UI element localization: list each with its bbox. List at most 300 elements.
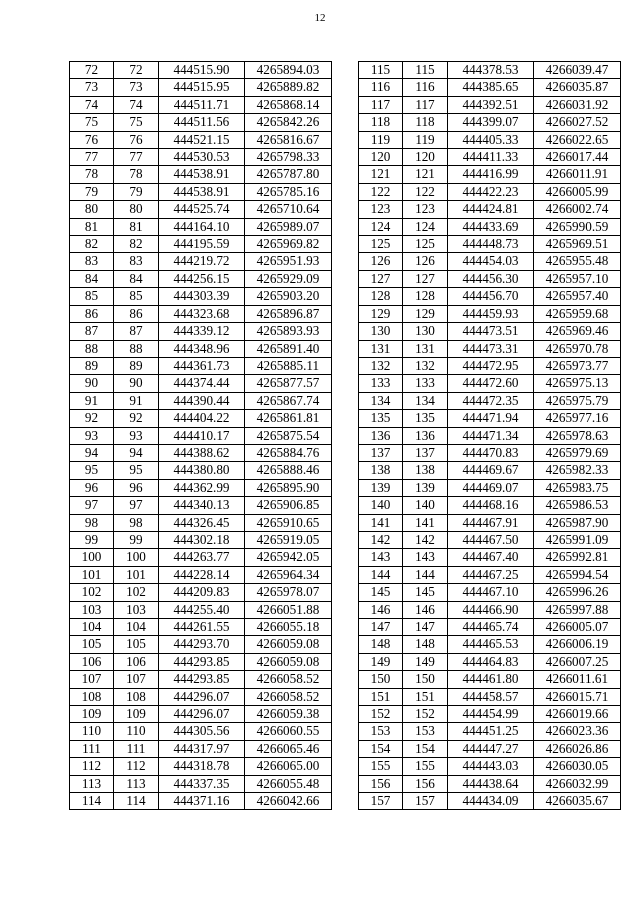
y-coordinate-cell: 4265970.78 [534, 340, 621, 357]
y-coordinate-cell: 4265877.57 [245, 375, 332, 392]
point-number-cell: 145 [359, 584, 403, 601]
table-row [70, 462, 332, 479]
point-id-cell: 134 [403, 392, 448, 409]
table-row [70, 114, 332, 131]
x-coordinate-cell: 444317.97 [159, 740, 245, 757]
point-id-cell: 138 [403, 462, 448, 479]
point-number-cell: 148 [359, 636, 403, 653]
table-row [359, 601, 621, 618]
table-row [359, 62, 621, 79]
point-number-cell: 122 [359, 183, 403, 200]
y-coordinate-cell: 4266030.05 [534, 758, 621, 775]
point-id-cell: 135 [403, 410, 448, 427]
table-row [70, 96, 332, 113]
x-coordinate-cell: 444521.15 [159, 131, 245, 148]
point-number-cell: 135 [359, 410, 403, 427]
x-coordinate-cell: 444371.16 [159, 793, 245, 810]
y-coordinate-cell: 4266011.61 [534, 671, 621, 688]
table-row [359, 410, 621, 427]
y-coordinate-cell: 4265957.10 [534, 270, 621, 287]
y-coordinate-cell: 4265868.14 [245, 96, 332, 113]
table-row [70, 340, 332, 357]
y-coordinate-cell: 4265969.82 [245, 236, 332, 253]
point-number-cell: 97 [70, 497, 114, 514]
y-coordinate-cell: 4265919.05 [245, 531, 332, 548]
x-coordinate-cell: 444467.25 [448, 566, 534, 583]
table-row [359, 375, 621, 392]
table-row [70, 166, 332, 183]
point-number-cell: 103 [70, 601, 114, 618]
point-number-cell: 151 [359, 688, 403, 705]
point-number-cell: 78 [70, 166, 114, 183]
point-id-cell: 157 [403, 793, 448, 810]
point-id-cell: 130 [403, 323, 448, 340]
table-row [359, 775, 621, 792]
point-id-cell: 125 [403, 236, 448, 253]
point-number-cell: 154 [359, 740, 403, 757]
point-id-cell: 114 [114, 793, 159, 810]
table-row [359, 201, 621, 218]
y-coordinate-cell: 4266058.52 [245, 671, 332, 688]
x-coordinate-cell: 444465.74 [448, 619, 534, 636]
y-coordinate-cell: 4265989.07 [245, 218, 332, 235]
point-id-cell: 74 [114, 96, 159, 113]
y-coordinate-cell: 4265959.68 [534, 305, 621, 322]
y-coordinate-cell: 4266055.48 [245, 775, 332, 792]
y-coordinate-cell: 4266065.46 [245, 740, 332, 757]
table-row [70, 706, 332, 723]
table-row [359, 671, 621, 688]
table-row [359, 531, 621, 548]
table-row [359, 549, 621, 566]
x-coordinate-cell: 444451.25 [448, 723, 534, 740]
point-id-cell: 117 [403, 96, 448, 113]
table-row [359, 270, 621, 287]
table-row [70, 218, 332, 235]
point-id-cell: 84 [114, 270, 159, 287]
y-coordinate-cell: 4266035.67 [534, 793, 621, 810]
point-number-cell: 88 [70, 340, 114, 357]
x-coordinate-cell: 444296.07 [159, 706, 245, 723]
y-coordinate-cell: 4265955.48 [534, 253, 621, 270]
point-number-cell: 104 [70, 619, 114, 636]
point-number-cell: 114 [70, 793, 114, 810]
point-number-cell: 123 [359, 201, 403, 218]
point-number-cell: 82 [70, 236, 114, 253]
table-row [359, 566, 621, 583]
x-coordinate-cell: 444405.33 [448, 131, 534, 148]
table-row [70, 253, 332, 270]
point-id-cell: 155 [403, 758, 448, 775]
y-coordinate-cell: 4265710.64 [245, 201, 332, 218]
point-number-cell: 98 [70, 514, 114, 531]
point-id-cell: 92 [114, 410, 159, 427]
x-coordinate-cell: 444447.27 [448, 740, 534, 757]
point-id-cell: 120 [403, 149, 448, 166]
point-id-cell: 144 [403, 566, 448, 583]
table-row [70, 357, 332, 374]
table-row [70, 201, 332, 218]
x-coordinate-cell: 444323.68 [159, 305, 245, 322]
point-number-cell: 149 [359, 653, 403, 670]
x-coordinate-cell: 444456.30 [448, 270, 534, 287]
point-number-cell: 131 [359, 340, 403, 357]
point-number-cell: 138 [359, 462, 403, 479]
point-id-cell: 73 [114, 79, 159, 96]
point-number-cell: 101 [70, 566, 114, 583]
point-number-cell: 143 [359, 549, 403, 566]
point-number-cell: 116 [359, 79, 403, 96]
y-coordinate-cell: 4266011.91 [534, 166, 621, 183]
table-row [359, 114, 621, 131]
x-coordinate-cell: 444305.56 [159, 723, 245, 740]
point-number-cell: 141 [359, 514, 403, 531]
table-row [70, 566, 332, 583]
table-row [70, 131, 332, 148]
y-coordinate-cell: 4265982.33 [534, 462, 621, 479]
y-coordinate-cell: 4265885.11 [245, 357, 332, 374]
x-coordinate-cell: 444515.95 [159, 79, 245, 96]
point-id-cell: 98 [114, 514, 159, 531]
point-number-cell: 124 [359, 218, 403, 235]
point-number-cell: 156 [359, 775, 403, 792]
point-id-cell: 150 [403, 671, 448, 688]
coordinates-table-left [69, 61, 332, 810]
point-id-cell: 91 [114, 392, 159, 409]
point-number-cell: 93 [70, 427, 114, 444]
x-coordinate-cell: 444326.45 [159, 514, 245, 531]
x-coordinate-cell: 444390.44 [159, 392, 245, 409]
point-number-cell: 157 [359, 793, 403, 810]
table-row [359, 236, 621, 253]
y-coordinate-cell: 4265975.13 [534, 375, 621, 392]
y-coordinate-cell: 4265942.05 [245, 549, 332, 566]
table-row [359, 96, 621, 113]
x-coordinate-cell: 444385.65 [448, 79, 534, 96]
point-number-cell: 95 [70, 462, 114, 479]
y-coordinate-cell: 4265888.46 [245, 462, 332, 479]
x-coordinate-cell: 444511.56 [159, 114, 245, 131]
table-row [70, 479, 332, 496]
point-id-cell: 129 [403, 305, 448, 322]
point-number-cell: 84 [70, 270, 114, 287]
point-id-cell: 139 [403, 479, 448, 496]
y-coordinate-cell: 4265861.81 [245, 410, 332, 427]
point-number-cell: 112 [70, 758, 114, 775]
y-coordinate-cell: 4265867.74 [245, 392, 332, 409]
table-row [70, 723, 332, 740]
x-coordinate-cell: 444433.69 [448, 218, 534, 235]
point-number-cell: 121 [359, 166, 403, 183]
x-coordinate-cell: 444456.70 [448, 288, 534, 305]
point-number-cell: 96 [70, 479, 114, 496]
point-id-cell: 145 [403, 584, 448, 601]
point-id-cell: 78 [114, 166, 159, 183]
y-coordinate-cell: 4265994.54 [534, 566, 621, 583]
y-coordinate-cell: 4266026.86 [534, 740, 621, 757]
table-row [70, 601, 332, 618]
x-coordinate-cell: 444296.07 [159, 688, 245, 705]
point-number-cell: 118 [359, 114, 403, 131]
y-coordinate-cell: 4265977.16 [534, 410, 621, 427]
table-row [359, 723, 621, 740]
y-coordinate-cell: 4266015.71 [534, 688, 621, 705]
x-coordinate-cell: 444454.03 [448, 253, 534, 270]
y-coordinate-cell: 4266022.65 [534, 131, 621, 148]
point-id-cell: 81 [114, 218, 159, 235]
point-number-cell: 80 [70, 201, 114, 218]
x-coordinate-cell: 444538.91 [159, 183, 245, 200]
y-coordinate-cell: 4265996.26 [534, 584, 621, 601]
x-coordinate-cell: 444228.14 [159, 566, 245, 583]
point-number-cell: 83 [70, 253, 114, 270]
table-row [359, 688, 621, 705]
x-coordinate-cell: 444404.22 [159, 410, 245, 427]
table-row [359, 392, 621, 409]
point-number-cell: 142 [359, 531, 403, 548]
y-coordinate-cell: 4265884.76 [245, 444, 332, 461]
x-coordinate-cell: 444472.35 [448, 392, 534, 409]
table-row [359, 323, 621, 340]
point-id-cell: 105 [114, 636, 159, 653]
point-id-cell: 136 [403, 427, 448, 444]
x-coordinate-cell: 444340.13 [159, 497, 245, 514]
table-row [70, 183, 332, 200]
point-id-cell: 82 [114, 236, 159, 253]
point-id-cell: 100 [114, 549, 159, 566]
point-number-cell: 117 [359, 96, 403, 113]
table-row [70, 375, 332, 392]
point-number-cell: 106 [70, 653, 114, 670]
point-id-cell: 85 [114, 288, 159, 305]
x-coordinate-cell: 444471.94 [448, 410, 534, 427]
x-coordinate-cell: 444361.73 [159, 357, 245, 374]
table-row [70, 531, 332, 548]
point-id-cell: 80 [114, 201, 159, 218]
x-coordinate-cell: 444472.95 [448, 357, 534, 374]
table-row [359, 218, 621, 235]
point-number-cell: 120 [359, 149, 403, 166]
point-id-cell: 156 [403, 775, 448, 792]
point-id-cell: 127 [403, 270, 448, 287]
x-coordinate-cell: 444471.34 [448, 427, 534, 444]
point-id-cell: 141 [403, 514, 448, 531]
point-id-cell: 122 [403, 183, 448, 200]
point-id-cell: 123 [403, 201, 448, 218]
table-row [70, 497, 332, 514]
y-coordinate-cell: 4265978.07 [245, 584, 332, 601]
x-coordinate-cell: 444468.16 [448, 497, 534, 514]
table-row [70, 236, 332, 253]
y-coordinate-cell: 4265979.69 [534, 444, 621, 461]
point-id-cell: 107 [114, 671, 159, 688]
point-id-cell: 131 [403, 340, 448, 357]
point-number-cell: 137 [359, 444, 403, 461]
y-coordinate-cell: 4265975.79 [534, 392, 621, 409]
table-row [70, 619, 332, 636]
y-coordinate-cell: 4265906.85 [245, 497, 332, 514]
point-number-cell: 89 [70, 357, 114, 374]
point-number-cell: 130 [359, 323, 403, 340]
table-row [359, 357, 621, 374]
table-row [70, 79, 332, 96]
table-row [359, 462, 621, 479]
point-id-cell: 112 [114, 758, 159, 775]
page-number: 12 [314, 12, 326, 24]
point-id-cell: 143 [403, 549, 448, 566]
point-id-cell: 153 [403, 723, 448, 740]
x-coordinate-cell: 444422.23 [448, 183, 534, 200]
x-coordinate-cell: 444458.57 [448, 688, 534, 705]
point-number-cell: 90 [70, 375, 114, 392]
point-id-cell: 119 [403, 131, 448, 148]
x-coordinate-cell: 444459.93 [448, 305, 534, 322]
table-row [359, 183, 621, 200]
x-coordinate-cell: 444348.96 [159, 340, 245, 357]
y-coordinate-cell: 4265929.09 [245, 270, 332, 287]
x-coordinate-cell: 444467.40 [448, 549, 534, 566]
y-coordinate-cell: 4265910.65 [245, 514, 332, 531]
y-coordinate-cell: 4265991.09 [534, 531, 621, 548]
table-row [359, 131, 621, 148]
y-coordinate-cell: 4266017.44 [534, 149, 621, 166]
point-number-cell: 85 [70, 288, 114, 305]
point-number-cell: 119 [359, 131, 403, 148]
x-coordinate-cell: 444339.12 [159, 323, 245, 340]
table-row [70, 740, 332, 757]
x-coordinate-cell: 444467.50 [448, 531, 534, 548]
point-number-cell: 146 [359, 601, 403, 618]
table-row [70, 149, 332, 166]
point-id-cell: 154 [403, 740, 448, 757]
point-number-cell: 132 [359, 357, 403, 374]
table-row [359, 253, 621, 270]
y-coordinate-cell: 4265997.88 [534, 601, 621, 618]
point-id-cell: 99 [114, 531, 159, 548]
x-coordinate-cell: 444302.18 [159, 531, 245, 548]
point-id-cell: 111 [114, 740, 159, 757]
point-id-cell: 101 [114, 566, 159, 583]
point-number-cell: 150 [359, 671, 403, 688]
y-coordinate-cell: 4265987.90 [534, 514, 621, 531]
x-coordinate-cell: 444515.90 [159, 62, 245, 79]
table-row [70, 62, 332, 79]
table-row [359, 619, 621, 636]
x-coordinate-cell: 444461.80 [448, 671, 534, 688]
x-coordinate-cell: 444293.85 [159, 653, 245, 670]
y-coordinate-cell: 4266006.19 [534, 636, 621, 653]
x-coordinate-cell: 444318.78 [159, 758, 245, 775]
x-coordinate-cell: 444511.71 [159, 96, 245, 113]
point-id-cell: 146 [403, 601, 448, 618]
table-row [70, 584, 332, 601]
y-coordinate-cell: 4265787.80 [245, 166, 332, 183]
point-id-cell: 149 [403, 653, 448, 670]
point-id-cell: 151 [403, 688, 448, 705]
y-coordinate-cell: 4265891.40 [245, 340, 332, 357]
x-coordinate-cell: 444472.60 [448, 375, 534, 392]
x-coordinate-cell: 444443.03 [448, 758, 534, 775]
table-row [359, 149, 621, 166]
point-number-cell: 72 [70, 62, 114, 79]
point-number-cell: 126 [359, 253, 403, 270]
x-coordinate-cell: 444392.51 [448, 96, 534, 113]
point-number-cell: 134 [359, 392, 403, 409]
point-number-cell: 108 [70, 688, 114, 705]
x-coordinate-cell: 444424.81 [448, 201, 534, 218]
point-id-cell: 89 [114, 357, 159, 374]
x-coordinate-cell: 444473.31 [448, 340, 534, 357]
y-coordinate-cell: 4266059.38 [245, 706, 332, 723]
x-coordinate-cell: 444538.91 [159, 166, 245, 183]
point-number-cell: 73 [70, 79, 114, 96]
x-coordinate-cell: 444209.83 [159, 584, 245, 601]
point-number-cell: 94 [70, 444, 114, 461]
table-row [359, 166, 621, 183]
point-number-cell: 144 [359, 566, 403, 583]
point-number-cell: 110 [70, 723, 114, 740]
y-coordinate-cell: 4266019.66 [534, 706, 621, 723]
y-coordinate-cell: 4265816.67 [245, 131, 332, 148]
point-id-cell: 133 [403, 375, 448, 392]
point-id-cell: 106 [114, 653, 159, 670]
x-coordinate-cell: 444469.07 [448, 479, 534, 496]
point-id-cell: 147 [403, 619, 448, 636]
point-number-cell: 136 [359, 427, 403, 444]
point-id-cell: 116 [403, 79, 448, 96]
point-number-cell: 86 [70, 305, 114, 322]
y-coordinate-cell: 4266060.55 [245, 723, 332, 740]
y-coordinate-cell: 4266007.25 [534, 653, 621, 670]
point-id-cell: 118 [403, 114, 448, 131]
point-number-cell: 133 [359, 375, 403, 392]
point-number-cell: 155 [359, 758, 403, 775]
point-number-cell: 81 [70, 218, 114, 235]
point-id-cell: 108 [114, 688, 159, 705]
y-coordinate-cell: 4265969.51 [534, 236, 621, 253]
point-id-cell: 96 [114, 479, 159, 496]
point-id-cell: 86 [114, 305, 159, 322]
x-coordinate-cell: 444470.83 [448, 444, 534, 461]
coordinates-table-right [358, 61, 621, 810]
point-id-cell: 83 [114, 253, 159, 270]
point-id-cell: 148 [403, 636, 448, 653]
table-row [70, 758, 332, 775]
y-coordinate-cell: 4266059.08 [245, 636, 332, 653]
x-coordinate-cell: 444374.44 [159, 375, 245, 392]
x-coordinate-cell: 444411.33 [448, 149, 534, 166]
point-number-cell: 147 [359, 619, 403, 636]
x-coordinate-cell: 444467.10 [448, 584, 534, 601]
table-row [359, 740, 621, 757]
y-coordinate-cell: 4265986.53 [534, 497, 621, 514]
point-id-cell: 103 [114, 601, 159, 618]
x-coordinate-cell: 444380.80 [159, 462, 245, 479]
table-row [70, 775, 332, 792]
table-row [359, 479, 621, 496]
point-id-cell: 94 [114, 444, 159, 461]
point-number-cell: 115 [359, 62, 403, 79]
point-number-cell: 91 [70, 392, 114, 409]
point-id-cell: 121 [403, 166, 448, 183]
table-row [70, 323, 332, 340]
y-coordinate-cell: 4265957.40 [534, 288, 621, 305]
point-id-cell: 115 [403, 62, 448, 79]
x-coordinate-cell: 444466.90 [448, 601, 534, 618]
x-coordinate-cell: 444464.83 [448, 653, 534, 670]
y-coordinate-cell: 4266059.08 [245, 653, 332, 670]
table-row [359, 584, 621, 601]
